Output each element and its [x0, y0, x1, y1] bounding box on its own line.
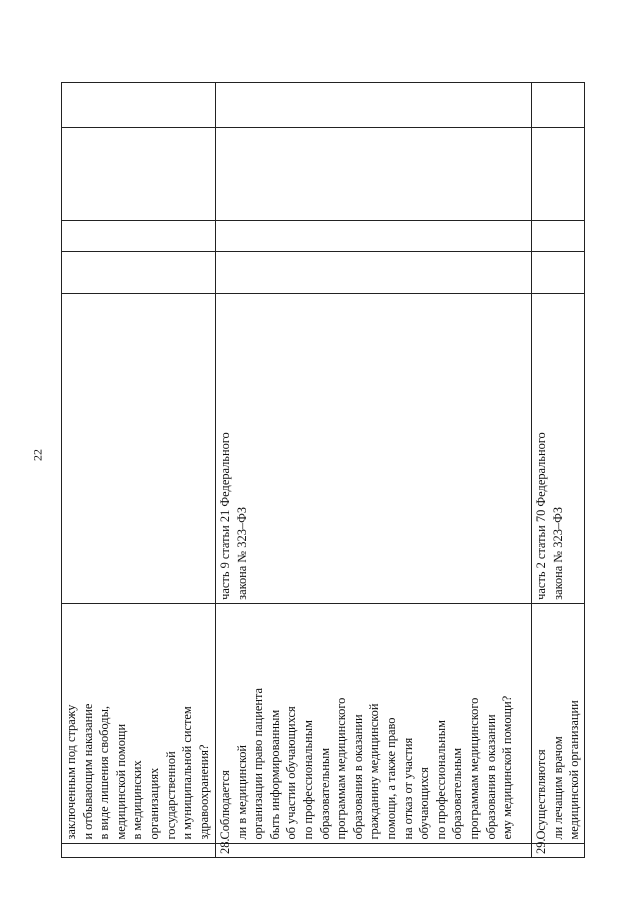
reference-line: закона № 323–ФЗ: [550, 506, 565, 600]
reference-cell: [532, 293, 585, 603]
question-line: здравоохранения?: [196, 744, 211, 840]
reference-cell: [62, 293, 216, 603]
table-row: [62, 83, 216, 858]
row-number-cell: 29.: [532, 843, 585, 857]
question-line: программам медицинского: [466, 697, 481, 840]
question-line: об участии обучающихся: [284, 706, 299, 840]
empty-cell: [216, 83, 532, 129]
question-line: образовательным: [450, 747, 465, 840]
question-line: ли лечащим врачом: [550, 736, 565, 840]
empty-cell: [532, 83, 585, 129]
question-line: организациях: [146, 767, 161, 840]
checklist-table: [61, 82, 585, 858]
empty-cell: [62, 83, 216, 129]
question-line: организации право пациента: [251, 687, 266, 840]
empty-cell: [216, 128, 532, 221]
empty-cell: [62, 128, 216, 221]
question-line: медицинской организации: [567, 700, 582, 840]
question-line: по профессиональным: [433, 720, 448, 840]
reference-cell: [216, 293, 532, 603]
page-number: 22: [30, 449, 45, 461]
question-line: на отказ от участия: [400, 737, 415, 840]
question-line: Соблюдается: [218, 770, 232, 840]
question-cell: [216, 603, 532, 843]
empty-cell: [62, 252, 216, 293]
reference-line: закона № 323–ФЗ: [234, 506, 249, 600]
question-line: программам медицинского: [334, 697, 349, 840]
empty-cell: [532, 128, 585, 221]
empty-cell: [532, 252, 585, 293]
question-line: обучающихся: [417, 767, 432, 840]
table-row: [532, 83, 585, 858]
question-cell: [62, 603, 216, 843]
reference-line: часть 9 статьи 21 Федерального: [218, 432, 232, 600]
question-line: в виде лишения свободы,: [97, 705, 112, 840]
empty-cell: [62, 221, 216, 252]
question-line: помощи, а также право: [383, 717, 398, 840]
question-line: Осуществляются: [534, 749, 548, 840]
question-line: в медицинских: [130, 760, 145, 840]
question-line: образовательным: [317, 747, 332, 840]
question-line: государственной: [163, 751, 178, 840]
question-line: образования в оказании: [483, 714, 498, 840]
question-line: по профессиональным: [300, 720, 315, 840]
question-line: быть информированным: [267, 709, 282, 840]
row-number-cell: 28.: [216, 843, 532, 857]
question-line: и муниципальной систем: [180, 706, 195, 840]
table-row: [216, 83, 532, 858]
question-line: образования в оказании: [350, 714, 365, 840]
empty-cell: [532, 221, 585, 252]
question-line: заключенным под стражу: [64, 704, 78, 840]
empty-cell: [216, 252, 532, 293]
reference-line: часть 2 статьи 70 Федерального: [534, 432, 548, 600]
question-line: ли в медицинской: [234, 744, 249, 840]
row-number-cell: [62, 843, 216, 857]
empty-cell: [216, 221, 532, 252]
question-line: гражданину медицинской: [367, 703, 382, 840]
question-line: и отбывающим наказание: [80, 703, 95, 840]
question-line: ему медицинской помощи?: [500, 695, 515, 840]
rotated-table-wrapper: [61, 82, 583, 858]
question-line: медицинской помощи: [113, 723, 128, 840]
question-cell: [532, 603, 585, 843]
